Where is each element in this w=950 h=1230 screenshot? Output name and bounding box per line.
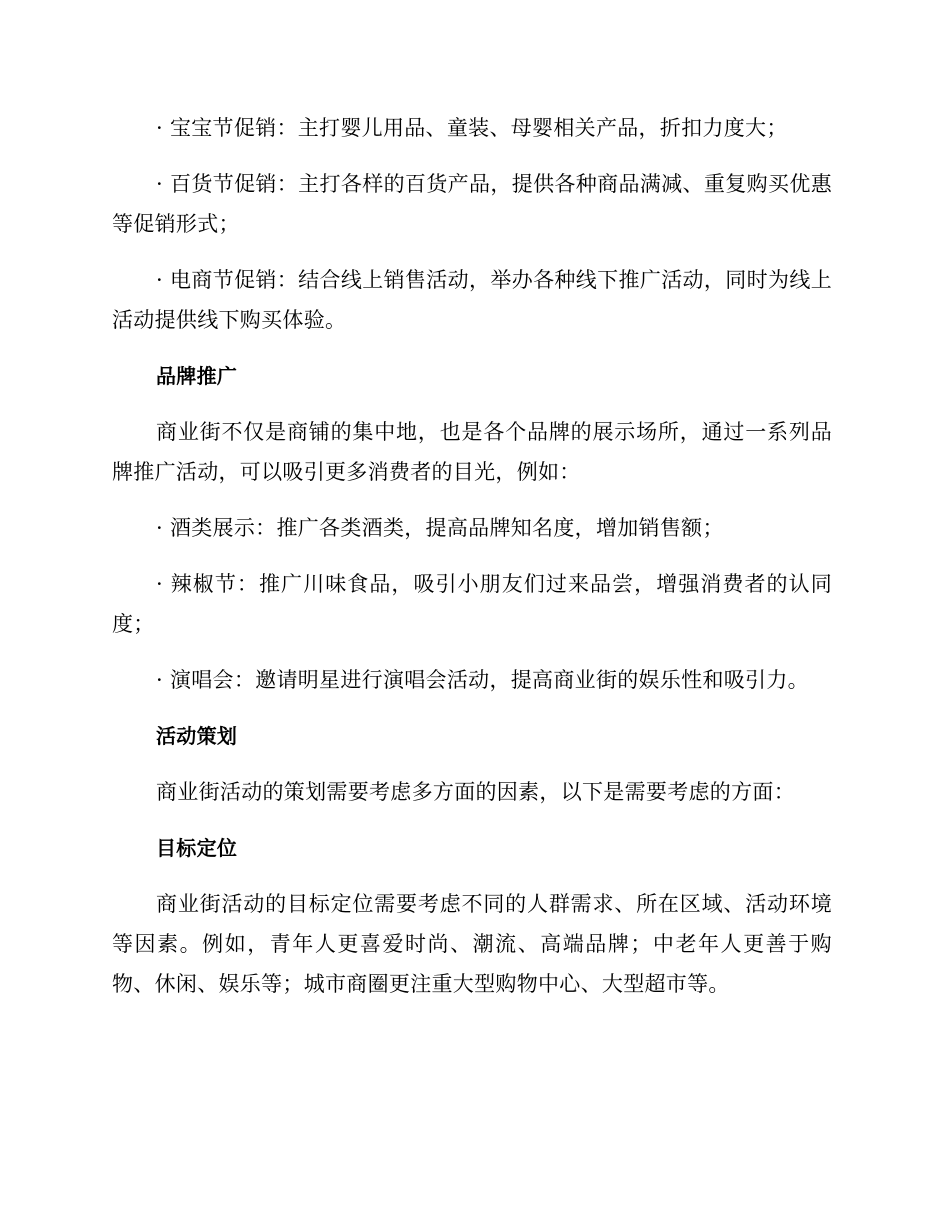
document-page <box>112 108 832 1020</box>
bullet-ecommerce-festival: · 电商节促销：结合线上销售活动，举办各种线下推广活动，同时为线上活动提供线下购买体验。 <box>112 268 832 332</box>
para-target-positioning: 商业街活动的目标定位需要考虑不同的人群需求、所在区域、活动环境等因素。例如，青年人更喜爱时尚、潮流、高端品牌；中老年人更善于购物、休闲、娱乐等；城市商圈更注重大型购物中心、大型超市等。 <box>112 892 832 996</box>
bullet-wine-show: · 酒类展示：推广各类酒类，提高品牌知名度，增加销售额； <box>156 516 724 540</box>
para-brand-intro: 商业街不仅是商铺的集中地，也是各个品牌的展示场所，通过一系列品牌推广活动，可以吸引更多消费者的目光，例如： <box>112 420 832 484</box>
heading-event-planning: 活动策划 <box>156 724 238 748</box>
bullet-concert: · 演唱会：邀请明星进行演唱会活动，提高商业街的娱乐性和吸引力。 <box>156 668 809 692</box>
bullet-department-store: · 百货节促销：主打各样的百货产品，提供各种商品满减、重复购买优惠等促销形式； <box>112 172 832 236</box>
para-planning-intro: 商业街活动的策划需要考虑多方面的因素，以下是需要考虑的方面： <box>156 780 795 804</box>
bullet-chili-festival: · 辣椒节：推广川味食品，吸引小朋友们过来品尝，增强消费者的认同度； <box>112 572 832 636</box>
bullet-baby-festival: · 宝宝节促销：主打婴儿用品、童装、母婴相关产品，折扣力度大； <box>156 116 788 140</box>
heading-brand-promotion: 品牌推广 <box>156 364 238 388</box>
heading-target-positioning: 目标定位 <box>156 836 238 860</box>
